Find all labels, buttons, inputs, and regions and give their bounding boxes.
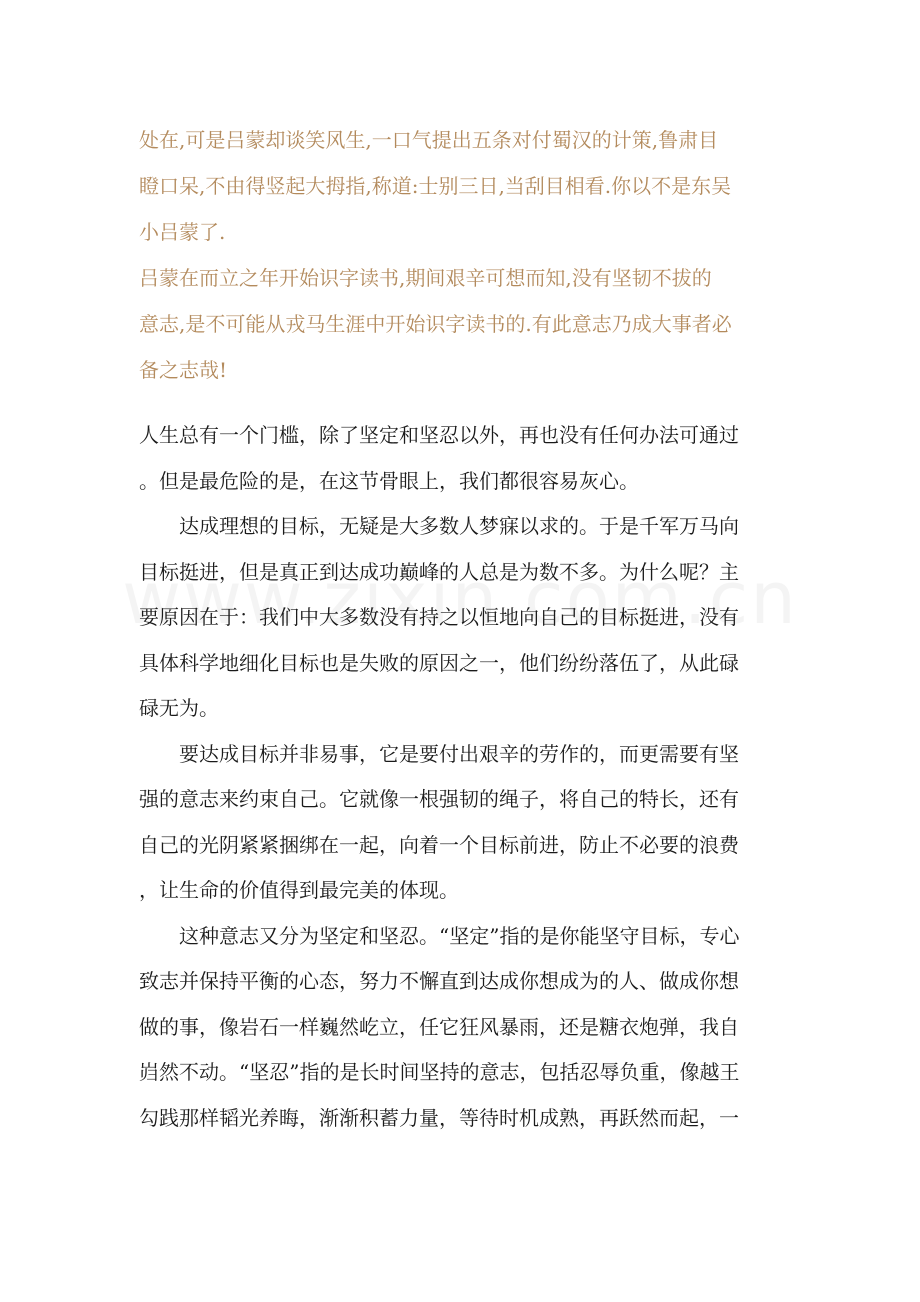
body-line: 要达成目标并非易事，它是要付出艰辛的劳作的，而更需要有坚 xyxy=(139,741,739,766)
body-line: ，让生命的价值得到最完美的体现。 xyxy=(139,878,459,902)
quote-line: 小吕蒙了. xyxy=(139,220,226,244)
body-line: 这种意志又分为坚定和坚忍。“坚定”指的是你能坚守目标，专心 xyxy=(139,923,740,948)
quote-line: 吕蒙在而立之年开始识字读书,期间艰辛可想而知,没有坚韧不拔的 xyxy=(139,266,712,290)
body-line: 目标挺进，但是真正到达成功巅峰的人总是为数不多。为什么呢？主 xyxy=(139,559,739,584)
body-line: 具体科学地细化目标也是失败的原因之一，他们纷纷落伍了，从此碌 xyxy=(139,650,739,675)
body-line: 人生总有一个门槛，除了坚定和坚忍以外，再也没有任何办法可通过 xyxy=(139,423,739,447)
body-line: 自己的光阴紧紧捆绑在一起，向着一个目标前进，防止不必要的浪费 xyxy=(139,832,739,857)
body-line: 达成理想的目标，无疑是大多数人梦寐以求的。于是千军万马向 xyxy=(139,514,739,538)
quote-section xyxy=(139,117,789,393)
body-line: 碌无为。 xyxy=(139,696,219,720)
body-line: 致志并保持平衡的心态，努力不懈直到达成你想成为的人、做成你想 xyxy=(139,969,739,993)
body-line: 勾践那样韬光养晦，渐渐积蓄力量，等待时机成熟，再跃然而起，一 xyxy=(139,1105,739,1130)
quote-line: 备之志哉! xyxy=(139,358,228,382)
quote-line: 意志,是不可能从戎马生涯中开始识字读书的.有此意志乃成大事者必 xyxy=(139,312,732,336)
quote-line: 处在,可是吕蒙却谈笑风生,一口气提出五条对付蜀汉的计策,鲁肃目 xyxy=(139,128,719,152)
body-text xyxy=(139,413,799,1141)
body-line: 做的事，像岩石一样巍然屹立，任它狂风暴雨，还是糖衣炮弹，我自 xyxy=(139,1014,739,1039)
body-line: 要原因在于：我们中大多数没有持之以恒地向自己的目标挺进，没有 xyxy=(139,605,739,629)
body-line: 强的意志来约束自己。它就像一根强韧的绳子，将自己的特长，还有 xyxy=(139,787,739,811)
quote-line: 瞪口呆,不由得竖起大拇指,称道:士别三日,当刮目相看.你以不是东吴 xyxy=(139,174,732,198)
body-line: 。但是最危险的是，在这节骨眼上，我们都很容易灰心。 xyxy=(139,468,639,493)
body-line: 岿然不动。“坚忍”指的是长时间坚持的意志，包括忍辱负重，像越王 xyxy=(139,1060,740,1084)
